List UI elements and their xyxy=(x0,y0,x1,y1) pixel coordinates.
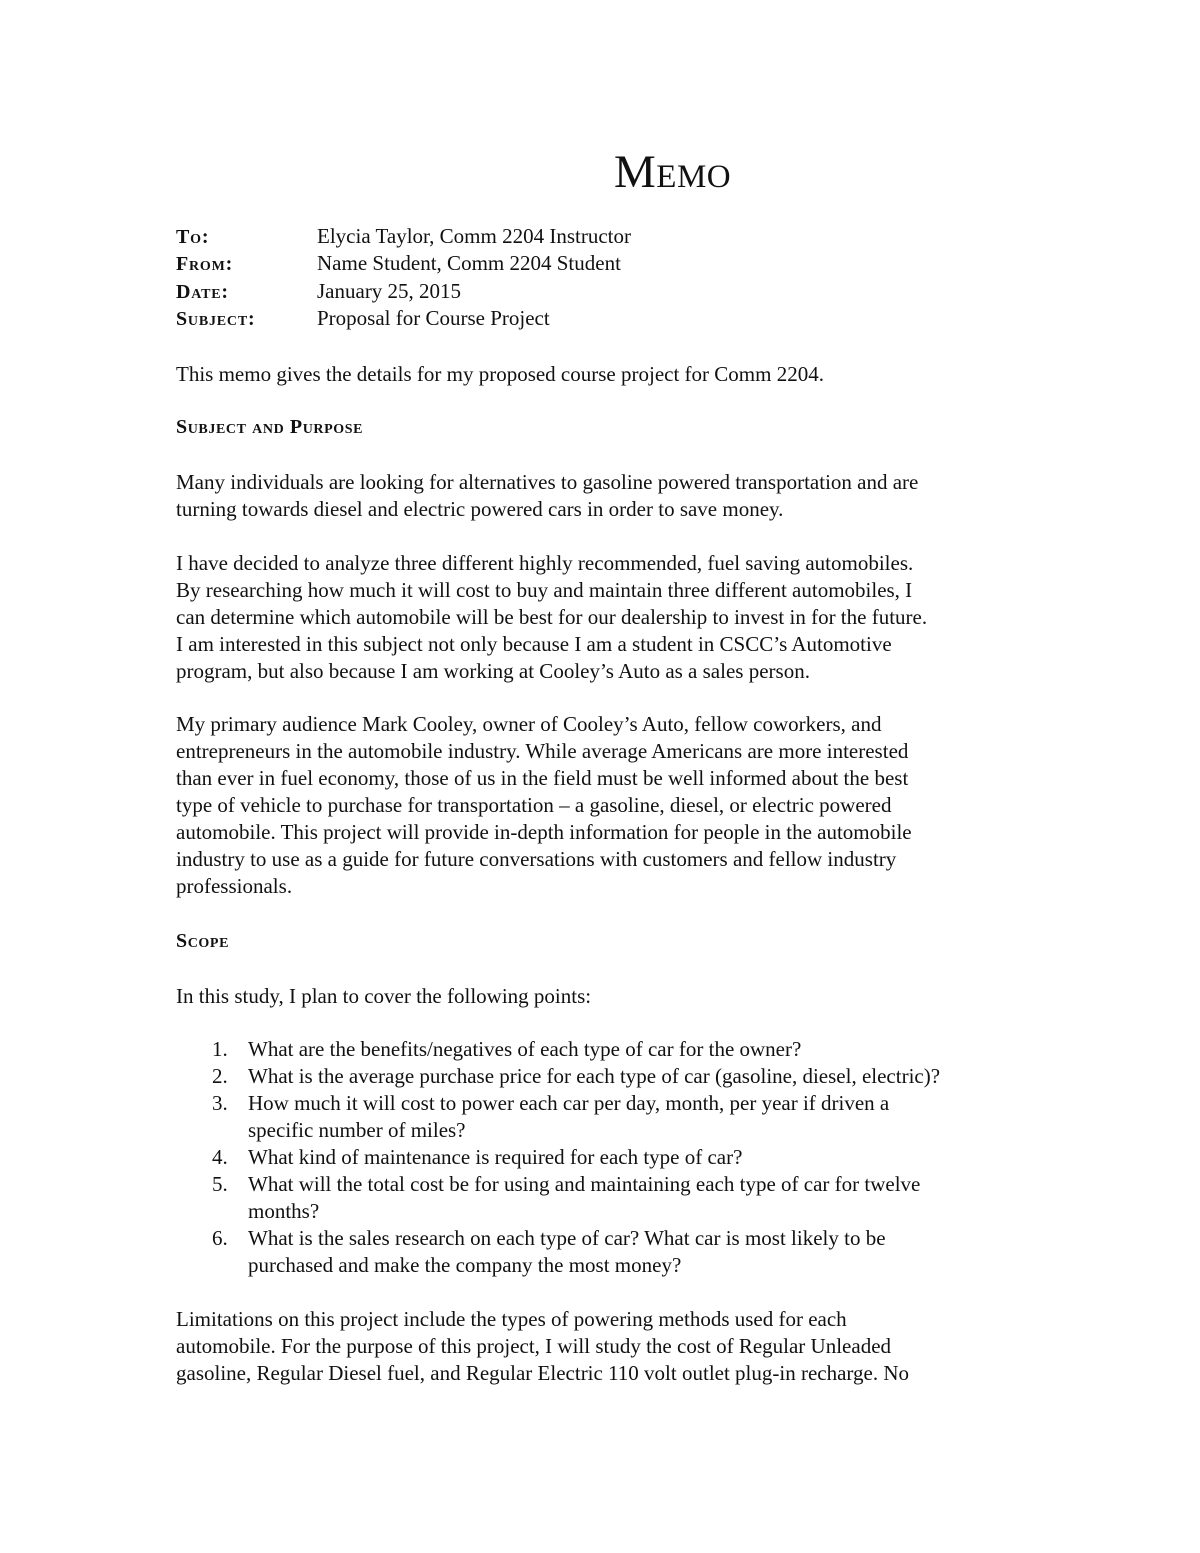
section-heading-subject-purpose: Subject and Purpose xyxy=(176,416,364,438)
paragraph-line: gasoline, Regular Diesel fuel, and Regular Electric 110 volt outlet plug-in recharge. No xyxy=(176,1361,910,1385)
list-item-line: What will the total cost be for using and maintaining each type of car for twelve xyxy=(248,1172,921,1196)
list-item-line: What is the sales research on each type of car? What car is most likely to be xyxy=(248,1226,886,1250)
paragraph-limitations xyxy=(176,1306,1036,1387)
list-item-number: 1. xyxy=(212,1037,228,1061)
list-item xyxy=(176,1063,1036,1090)
list-item xyxy=(176,1144,1036,1171)
scope-intro: In this study, I plan to cover the following points: xyxy=(176,984,592,1008)
paragraph-audience xyxy=(176,711,1036,900)
paragraph-line: type of vehicle to purchase for transportation – a gasoline, diesel, or electric powered xyxy=(176,793,892,817)
list-item-line: What is the average purchase price for each type of car (gasoline, diesel, electric)? xyxy=(248,1064,941,1088)
paragraph-line: Limitations on this project include the types of powering methods used for each xyxy=(176,1307,847,1331)
list-item xyxy=(176,1090,1036,1144)
paragraph-line: program, but also because I am working at Cooley’s Auto as a sales person. xyxy=(176,659,810,683)
header-value-from: Name Student, Comm 2204 Student xyxy=(317,251,621,276)
memo-title: Memo xyxy=(614,146,732,198)
scope-points-list xyxy=(176,1036,1036,1279)
paragraph-line: than ever in fuel economy, those of us in the field must be well informed about the best xyxy=(176,766,909,790)
paragraph-line: entrepreneurs in the automobile industry. While average Americans are more interested xyxy=(176,739,909,763)
header-row-subject xyxy=(176,305,1036,332)
header-label-from: From: xyxy=(176,253,234,276)
paragraph-line: automobile. This project will provide in-depth information for people in the automobile xyxy=(176,820,912,844)
paragraph-line: I am interested in this subject not only because I am a student in CSCC’s Automotive xyxy=(176,632,892,656)
list-item-number: 2. xyxy=(212,1064,228,1088)
intro-paragraph: This memo gives the details for my proposed course project for Comm 2204. xyxy=(176,362,824,386)
list-item xyxy=(176,1225,1036,1279)
paragraph-analysis xyxy=(176,550,1036,685)
paragraph-line: By researching how much it will cost to buy and maintain three different automobiles, I xyxy=(176,578,913,602)
paragraph-line: can determine which automobile will be best for our dealership to invest in for the future. xyxy=(176,605,928,629)
paragraph-line: industry to use as a guide for future conversations with customers and fellow industry xyxy=(176,847,897,871)
header-label-to: To: xyxy=(176,226,210,248)
header-label-date: Date: xyxy=(176,280,229,303)
list-item-number: 5. xyxy=(212,1172,228,1196)
paragraph-line: My primary audience Mark Cooley, owner of Cooley’s Auto, fellow coworkers, and xyxy=(176,712,882,736)
paragraph-line: automobile. For the purpose of this project, I will study the cost of Regular Unleaded xyxy=(176,1334,892,1358)
memo-header xyxy=(176,223,1036,332)
header-value-date: January 25, 2015 xyxy=(317,278,462,303)
paragraph-line: Many individuals are looking for alternatives to gasoline powered transportation and are xyxy=(176,470,919,494)
list-item-number: 4. xyxy=(212,1145,228,1169)
list-item-line: What are the benefits/negatives of each type of car for the owner? xyxy=(248,1037,802,1061)
header-row-date xyxy=(176,278,1036,305)
header-value-subject: Proposal for Course Project xyxy=(317,305,550,330)
list-item-line: purchased and make the company the most money? xyxy=(248,1253,682,1277)
list-item-line: What kind of maintenance is required for each type of car? xyxy=(248,1145,743,1169)
list-item xyxy=(176,1171,1036,1225)
header-label-subject: Subject: xyxy=(176,307,256,330)
list-item-line: specific number of miles? xyxy=(248,1118,466,1142)
list-item-number: 3. xyxy=(212,1091,228,1115)
header-row-from xyxy=(176,250,1036,277)
paragraph-line: professionals. xyxy=(176,874,293,898)
list-item-number: 6. xyxy=(212,1226,228,1250)
paragraph-line: I have decided to analyze three different highly recommended, fuel saving automobiles. xyxy=(176,551,914,575)
list-item xyxy=(176,1036,1036,1063)
header-value-to: Elycia Taylor, Comm 2204 Instructor xyxy=(317,224,631,248)
list-item-line: months? xyxy=(248,1199,320,1223)
paragraph-line: turning towards diesel and electric powered cars in order to save money. xyxy=(176,497,784,521)
section-heading-scope: Scope xyxy=(176,930,230,952)
paragraph-alternatives xyxy=(176,469,1036,523)
list-item-line: How much it will cost to power each car per day, month, per year if driven a xyxy=(248,1091,890,1115)
header-row-to xyxy=(176,223,1036,250)
